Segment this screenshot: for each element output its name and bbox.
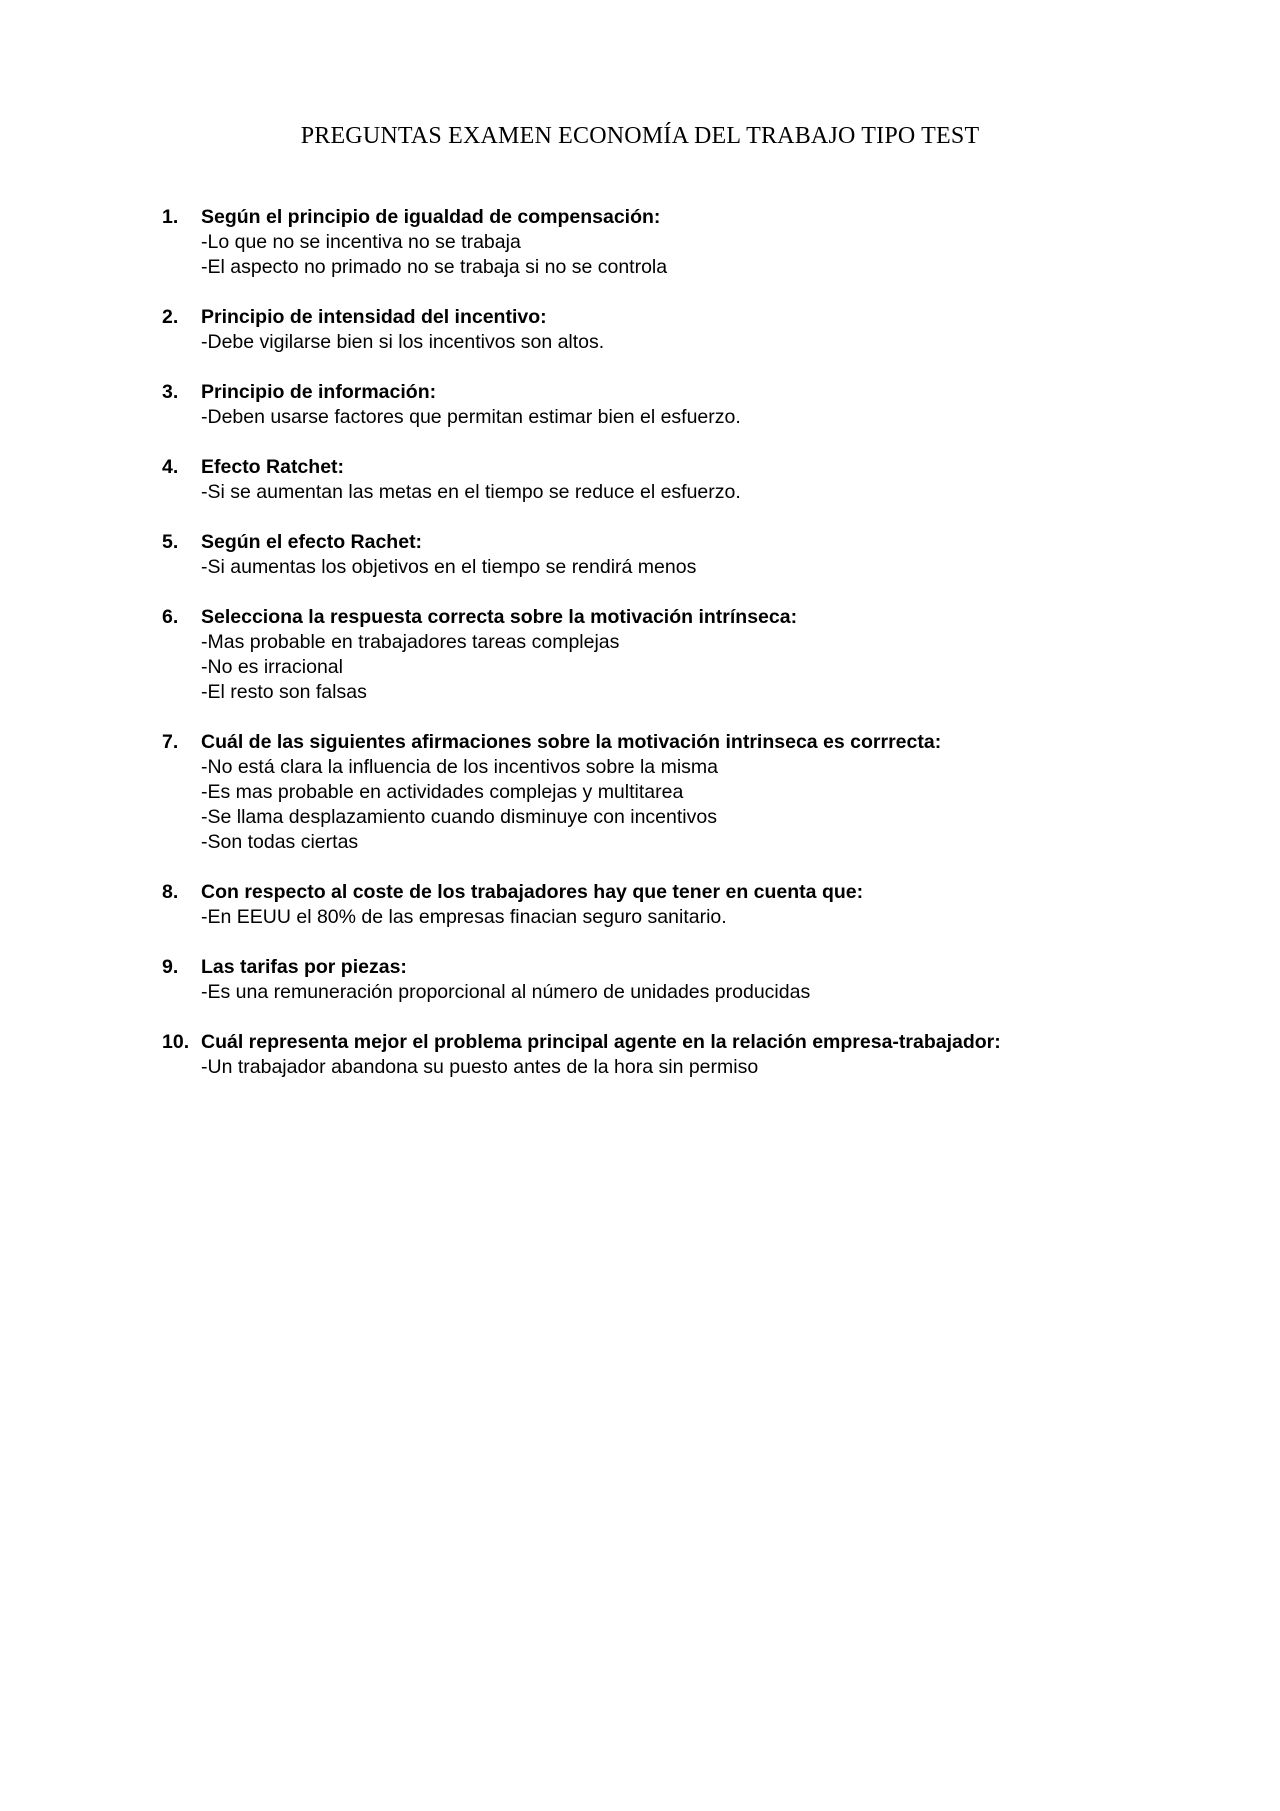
question-item [162, 730, 1162, 855]
question-text: Las tarifas por piezas: [201, 956, 407, 978]
question-item [162, 380, 1162, 430]
question-item [162, 530, 1162, 580]
question-number: 7. [162, 731, 179, 753]
question-text: Cuál representa mejor el problema principal agente en la relación empresa-trabajador: [201, 1031, 1001, 1053]
answer-list [201, 630, 1162, 705]
answer-option: -Deben usarse factores que permitan estimar bien el esfuerzo. [201, 406, 741, 428]
answer-option: -Debe vigilarse bien si los incentivos son altos. [201, 331, 605, 353]
question-number: 6. [162, 606, 179, 628]
question-item [162, 455, 1162, 505]
answer-list [201, 755, 1162, 855]
answer-option: -Si aumentas los objetivos en el tiempo se rendirá menos [201, 556, 697, 578]
question-number: 3. [162, 381, 179, 403]
answer-option: -Es mas probable en actividades complejas y multitarea [201, 781, 684, 803]
question-number: 8. [162, 881, 179, 903]
question-item [162, 205, 1162, 280]
question-item [162, 1030, 1162, 1080]
answer-option: -Si se aumentan las metas en el tiempo se reduce el esfuerzo. [201, 481, 741, 503]
answer-list [201, 405, 1162, 430]
answer-option: -No es irracional [201, 656, 343, 678]
question-text: Con respecto al coste de los trabajadores hay que tener en cuenta que: [201, 881, 864, 903]
answer-option: -Son todas ciertas [201, 831, 359, 853]
question-item [162, 605, 1162, 705]
question-number: 1. [162, 206, 179, 228]
answer-option: -Un trabajador abandona su puesto antes de la hora sin permiso [201, 1056, 759, 1078]
question-item [162, 305, 1162, 355]
question-number: 9. [162, 956, 179, 978]
answer-option: -Se llama desplazamiento cuando disminuye con incentivos [201, 806, 717, 828]
answer-list [201, 230, 1162, 280]
document-title: PREGUNTAS EXAMEN ECONOMÍA DEL TRABAJO TIPO TEST [300, 123, 980, 149]
answer-option: -El aspecto no primado no se trabaja si no se controla [201, 256, 668, 278]
question-text: Según el efecto Rachet: [201, 531, 423, 553]
answer-list [201, 480, 1162, 505]
answer-option: -Lo que no se incentiva no se trabaja [201, 231, 521, 253]
question-text: Selecciona la respuesta correcta sobre la motivación intrínseca: [201, 606, 798, 628]
question-item [162, 880, 1162, 930]
question-number: 4. [162, 456, 179, 478]
answer-list [201, 1055, 1162, 1080]
question-number: 2. [162, 306, 179, 328]
question-text: Efecto Ratchet: [201, 456, 345, 478]
question-item [162, 955, 1162, 1005]
question-number: 10. [162, 1031, 190, 1053]
question-text: Según el principio de igualdad de compensación: [201, 206, 661, 228]
question-number: 5. [162, 531, 179, 553]
answer-list [201, 980, 1162, 1005]
answer-option: -El resto son falsas [201, 681, 367, 703]
answer-option: -No está clara la influencia de los incentivos sobre la misma [201, 756, 718, 778]
answer-option: -Mas probable en trabajadores tareas complejas [201, 631, 620, 653]
answer-list [201, 905, 1162, 930]
answer-list [201, 555, 1162, 580]
answer-option: -Es una remuneración proporcional al número de unidades producidas [201, 981, 811, 1003]
answer-option: -En EEUU el 80% de las empresas finacian seguro sanitario. [201, 906, 727, 928]
answer-list [201, 330, 1162, 355]
question-text: Principio de intensidad del incentivo: [201, 306, 547, 328]
question-list [162, 205, 1162, 1105]
question-text: Principio de información: [201, 381, 437, 403]
question-text: Cuál de las siguientes afirmaciones sobre la motivación intrinseca es corrrecta: [201, 731, 942, 753]
